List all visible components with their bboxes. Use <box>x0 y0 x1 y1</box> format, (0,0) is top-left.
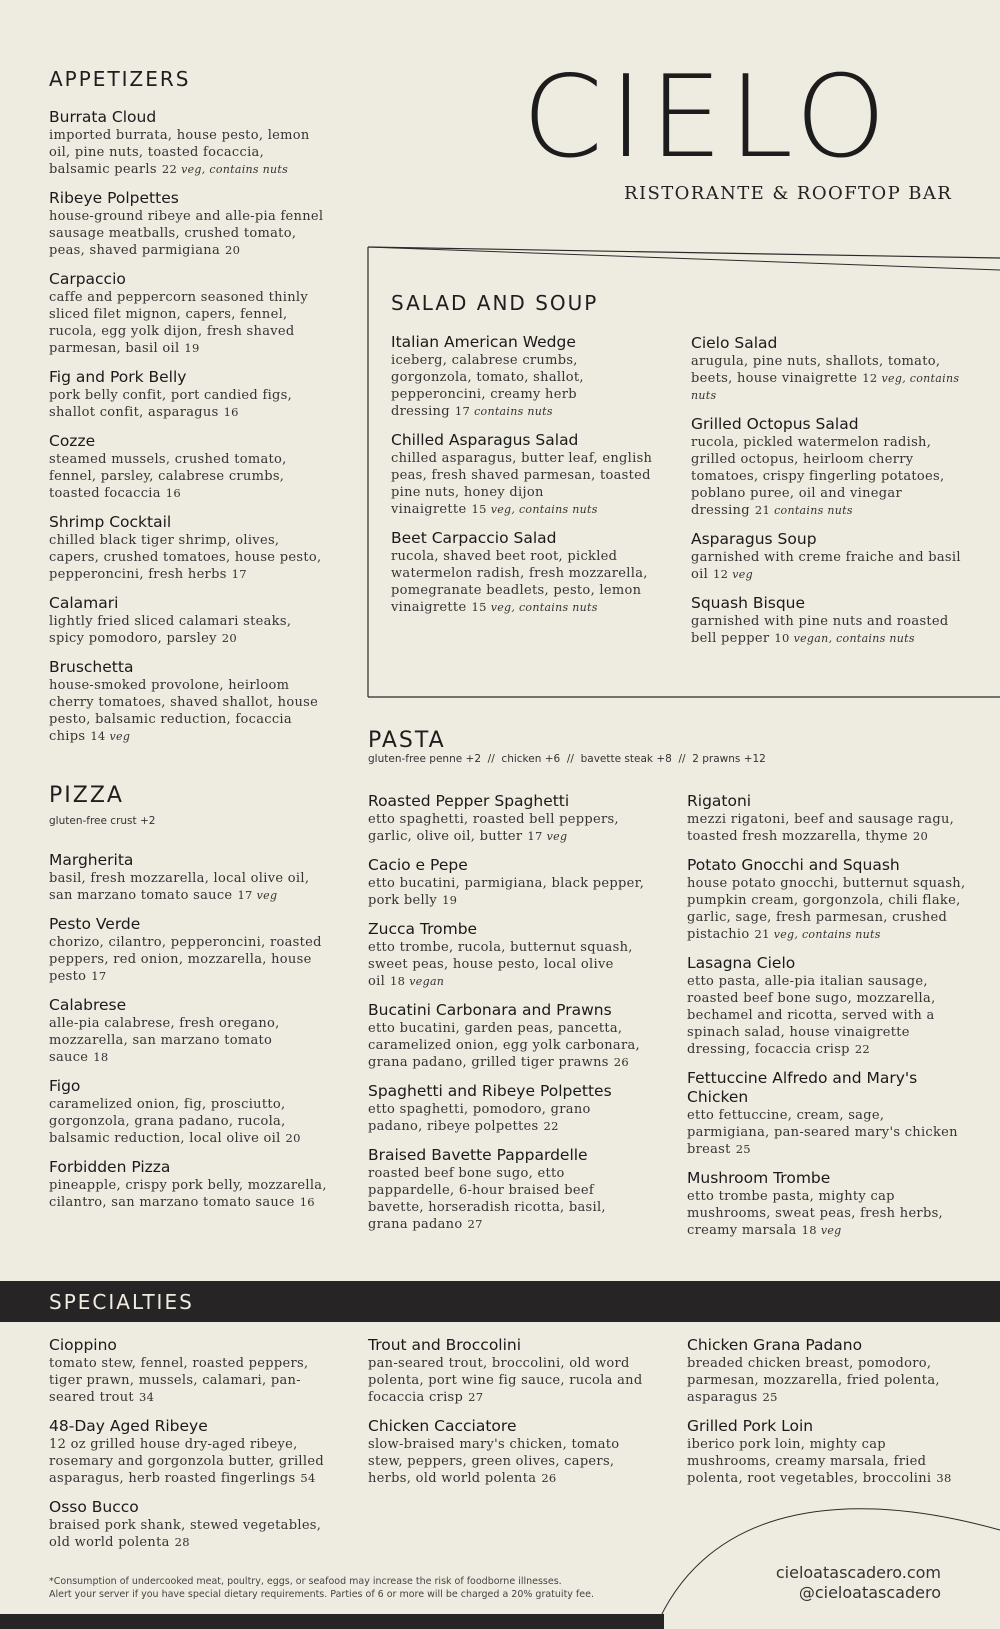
menu-item-tag: veg <box>256 889 278 902</box>
menu-item <box>49 432 329 502</box>
menu-item-tag: veg, contains nuts <box>773 928 881 941</box>
menu-item-desc <box>49 677 329 745</box>
menu-item-name: Chicken Cacciatore <box>368 1417 517 1435</box>
menu-item-price: 14 <box>90 729 106 743</box>
menu-item-desc <box>687 875 967 943</box>
menu-item-name: Roasted Pepper Spaghetti <box>368 792 570 810</box>
menu-item-desc <box>687 1355 962 1406</box>
menu-item-price: 15 <box>471 600 487 614</box>
menu-item-price: 16 <box>223 405 239 419</box>
menu-item-desc-text: etto trombe, rucola, butternut squash, sweet peas, house pesto, local olive oil <box>368 940 633 989</box>
menu-item-tag: veg, contains nuts <box>691 372 960 402</box>
menu-item-price: 17 <box>237 888 253 902</box>
menu-item-name: 48-Day Aged Ribeye <box>49 1417 208 1435</box>
menu-item-desc <box>687 1107 967 1158</box>
menu-item-desc-text: garnished with pine nuts and roasted bell pepper <box>691 614 949 646</box>
menu-item-name: Cioppino <box>49 1336 117 1354</box>
menu-item-desc-text: lightly fried sliced calamari steaks, spicy pomodoro, parsley <box>49 614 292 646</box>
menu-item-desc <box>49 1436 339 1487</box>
menu-item-price: 16 <box>299 1195 315 1209</box>
menu-item-desc <box>391 450 661 518</box>
menu-item-desc-text: slow-braised mary's chicken, tomato stew, peppers, green olives, capers, herbs, old world polenta <box>368 1437 620 1486</box>
pasta-left-list <box>368 792 648 1244</box>
menu-item <box>49 851 329 904</box>
menu-item <box>49 1158 329 1211</box>
menu-item-price: 20 <box>221 631 237 645</box>
menu-item-name: Figo <box>49 1077 81 1095</box>
salad-soup-left-list <box>391 333 661 627</box>
menu-item-price: 22 <box>161 162 178 176</box>
menu-item-name: Squash Bisque <box>691 594 806 612</box>
menu-item-desc-text: etto pasta, alle-pia italian sausage, roasted beef bone sugo, mozzarella, bechamel and ricotta, served with a spinach salad, house vinaigrette dressing, focaccia crisp <box>687 974 936 1057</box>
menu-item-name: Cielo Salad <box>691 334 778 352</box>
menu-item <box>368 856 648 909</box>
menu-item-desc-text: steamed mussels, crushed tomato, fennel, parsley, calabrese crumbs, toasted focaccia <box>49 452 287 501</box>
menu-item-desc <box>691 353 966 404</box>
menu-item-price: 18 <box>801 1223 817 1237</box>
menu-item-name: Burrata Cloud <box>49 108 157 126</box>
menu-item-desc-text: chorizo, cilantro, pepperoncini, roasted peppers, red onion, mozzarella, house pesto <box>49 935 322 984</box>
menu-item-desc <box>691 549 966 583</box>
menu-item-desc <box>368 1436 658 1487</box>
menu-item-desc-text: rucola, shaved beet root, pickled watermelon radish, fresh mozzarella, pomegranate beadlets, pesto, lemon vinaigrette <box>391 549 648 615</box>
menu-item <box>368 920 648 990</box>
menu-item-tag: vegan <box>409 975 445 988</box>
menu-item-tag: veg <box>109 730 131 743</box>
menu-item-desc <box>368 811 648 845</box>
menu-item-desc-text: caramelized onion, fig, prosciutto, gorgonzola, grana padano, rucola, balsamic reduction, local olive oil <box>49 1097 286 1146</box>
menu-item-name: Shrimp Cocktail <box>49 513 172 531</box>
menu-item <box>368 1417 658 1487</box>
menu-item-name: Italian American Wedge <box>391 333 576 351</box>
menu-item <box>49 189 329 259</box>
menu-item <box>687 1169 967 1239</box>
menu-item-price: 19 <box>442 893 458 907</box>
menu-item-price: 12 <box>862 371 878 385</box>
menu-item-tag: veg <box>732 568 753 581</box>
menu-item <box>49 1336 339 1406</box>
pizza-note: gluten-free crust +2 <box>49 815 156 827</box>
menu-item-desc <box>691 434 966 519</box>
menu-item-price: 15 <box>471 502 487 516</box>
menu-item-name: Pesto Verde <box>49 915 141 933</box>
menu-item-tag: veg, contains nuts <box>490 503 598 516</box>
specialties-col1 <box>49 1336 339 1562</box>
menu-item <box>687 1417 962 1487</box>
menu-item <box>49 270 329 357</box>
menu-item-name: Fettuccine Alfredo and Mary's Chicken <box>687 1069 918 1106</box>
menu-item-name: Carpaccio <box>49 270 126 288</box>
pasta-right-list <box>687 792 967 1250</box>
salad-soup-title: SALAD AND SOUP <box>391 291 599 315</box>
specialties-title: SPECIALTIES <box>49 1290 194 1314</box>
menu-item-desc-text: pork belly confit, port candied figs, shallot confit, asparagus <box>49 388 293 420</box>
menu-item <box>49 915 329 985</box>
menu-item <box>368 1001 648 1071</box>
menu-item <box>687 1069 967 1158</box>
menu-item <box>391 431 661 518</box>
menu-item-price: 20 <box>225 243 241 257</box>
menu-item-desc <box>687 1188 967 1239</box>
menu-item-name: Grilled Pork Loin <box>687 1417 814 1435</box>
specialties-col3 <box>687 1336 962 1498</box>
menu-item <box>368 1082 648 1135</box>
footer-contact <box>700 1563 941 1603</box>
menu-item-desc-text: pan-seared trout, broccolini, old word polenta, port wine fig sauce, rucola and focaccia crisp <box>368 1356 643 1405</box>
menu-item-desc-text: etto bucatini, garden peas, pancetta, caramelized onion, egg yolk carbonara, grana padano, grilled tiger prawns <box>368 1021 640 1070</box>
menu-item-desc-text: etto spaghetti, roasted bell peppers, garlic, olive oil, butter <box>368 812 619 844</box>
menu-item-price: 20 <box>285 1131 301 1145</box>
menu-item-name: Lasagna Cielo <box>687 954 796 972</box>
menu-item-name: Ribeye Polpettes <box>49 189 179 207</box>
menu-item-price: 18 <box>390 974 406 988</box>
menu-item-name: Bucatini Carbonara and Prawns <box>368 1001 612 1019</box>
menu-item-price: 20 <box>912 829 929 843</box>
menu-item-name: Forbidden Pizza <box>49 1158 171 1176</box>
menu-item <box>687 856 967 943</box>
menu-item <box>691 530 966 583</box>
menu-item-price: 22 <box>854 1042 871 1056</box>
menu-item-desc <box>368 1165 648 1233</box>
menu-item-desc-text: caffe and peppercorn seasoned thinly sliced filet mignon, capers, fennel, rucola, egg yolk dijon, fresh shaved parmesan, basil oil <box>49 290 309 356</box>
brand-logo: CIELO <box>522 51 893 184</box>
menu-item-desc <box>368 1355 658 1406</box>
menu-item <box>368 1146 648 1233</box>
pasta-note: gluten-free penne +2 // chicken +6 // bavette steak +8 // 2 prawns +12 <box>368 753 766 765</box>
menu-item-price: 25 <box>735 1142 751 1156</box>
menu-item <box>49 513 329 583</box>
menu-item-price: 21 <box>754 503 771 517</box>
menu-item-desc-text: roasted beef bone sugo, etto pappardelle, 6-hour braised beef bavette, horseradish ricotta, basil, grana padano <box>368 1166 606 1232</box>
specialties-col2 <box>368 1336 658 1498</box>
menu-item-desc-text: house-ground ribeye and alle-pia fennel sausage meatballs, crushed tomato, peas, shaved parmigiana <box>49 209 324 258</box>
menu-item-name: Rigatoni <box>687 792 752 810</box>
menu-item-desc <box>368 1020 648 1071</box>
menu-item-desc <box>49 934 329 985</box>
menu-item-name: Beet Carpaccio Salad <box>391 529 557 547</box>
menu-item-desc-text: breaded chicken breast, pomodoro, parmesan, mozzarella, fried polenta, asparagus <box>687 1356 940 1405</box>
menu-item-price: 34 <box>138 1390 155 1404</box>
menu-item-price: 54 <box>300 1471 316 1485</box>
menu-item <box>391 529 661 616</box>
menu-item-desc-text: iceberg, calabrese crumbs, gorgonzola, tomato, shallot, pepperoncini, creamy herb dressing <box>391 353 584 419</box>
menu-item <box>49 1417 339 1487</box>
menu-item <box>687 1336 962 1406</box>
menu-item-desc <box>368 939 648 990</box>
footer-disclaimer-line1: *Consumption of undercooked meat, poultry, eggs, or seafood may increase the risk of foodborne illnesses. <box>49 1576 562 1587</box>
menu-item-desc <box>391 352 661 420</box>
menu-item-desc-text: pineapple, crispy pork belly, mozzarella, cilantro, san marzano tomato sauce <box>49 1178 327 1210</box>
menu-item-name: Chilled Asparagus Salad <box>391 431 579 449</box>
menu-item-price: 26 <box>613 1055 629 1069</box>
menu-item-desc <box>49 532 329 583</box>
menu-item-name: Zucca Trombe <box>368 920 478 938</box>
menu-item-desc <box>687 1436 962 1487</box>
menu-item-desc-text: mezzi rigatoni, beef and sausage ragu, toasted fresh mozzarella, thyme <box>687 812 955 844</box>
menu-item-desc <box>49 451 329 502</box>
menu-item-desc-text: iberico pork loin, mighty cap mushrooms, creamy marsala, fried polenta, root vegetables, broccolini <box>687 1437 932 1486</box>
menu-item-name: Mushroom Trombe <box>687 1169 831 1187</box>
menu-item-price: 27 <box>468 1390 484 1404</box>
menu-item-desc-text: imported burrata, house pesto, lemon oil, pine nuts, toasted focaccia, balsamic pearls <box>49 128 310 177</box>
menu-item <box>691 334 966 404</box>
menu-item <box>49 368 329 421</box>
menu-item-desc-text: chilled asparagus, butter leaf, english peas, fresh shaved parmesan, toasted pine nuts, honey dijon vinaigrette <box>391 451 653 517</box>
menu-item-desc <box>49 1177 329 1211</box>
menu-item-tag: veg, contains nuts <box>181 163 289 176</box>
menu-item-desc-text: house-smoked provolone, heirloom cherry tomatoes, shaved shallot, house pesto, balsamic reduction, focaccia chips <box>49 678 319 744</box>
menu-item <box>368 792 648 845</box>
menu-item-tag: veg, contains nuts <box>490 601 598 614</box>
menu-item <box>49 1498 339 1551</box>
menu-item-desc <box>391 548 661 616</box>
menu-item-desc <box>691 613 966 647</box>
menu-item <box>368 1336 658 1406</box>
menu-item-name: Grilled Octopus Salad <box>691 415 859 433</box>
menu-item <box>687 792 967 845</box>
menu-item-name: Margherita <box>49 851 134 869</box>
specialties-band <box>0 1281 1000 1322</box>
menu-item <box>49 1077 329 1147</box>
menu-item-desc <box>49 870 329 904</box>
menu-item-price: 10 <box>774 631 790 645</box>
footer-disclaimer-line2: Alert your server if you have special dietary requirements. Parties of 6 or more will be charged a 20% gratuity fee. <box>49 1589 594 1600</box>
bottom-bar <box>0 1614 664 1629</box>
appetizers-list <box>49 108 329 756</box>
menu-item-price: 25 <box>762 1390 778 1404</box>
menu-item-desc <box>49 1015 329 1066</box>
menu-item <box>49 658 329 745</box>
menu-item-desc-text: etto fettuccine, cream, sage, parmigiana, pan-seared mary's chicken breast <box>687 1108 958 1157</box>
salad-box-top-line <box>368 247 1000 258</box>
menu-item-price: 16 <box>165 486 182 500</box>
social-handle[interactable]: @cieloatascadero <box>798 1583 941 1602</box>
menu-item-desc-text: 12 oz grilled house dry-aged ribeye, rosemary and gorgonzola butter, grilled asparagus, herb roasted fingerlings <box>49 1437 324 1486</box>
salad-soup-right-list <box>691 334 966 658</box>
pizza-list <box>49 851 329 1222</box>
menu-item-price: 38 <box>936 1471 952 1485</box>
menu-item-price: 19 <box>184 341 200 355</box>
footer-disclaimer <box>49 1575 649 1601</box>
menu-item-name: Fig and Pork Belly <box>49 368 187 386</box>
menu-item <box>49 996 329 1066</box>
menu-item-desc <box>49 289 329 357</box>
menu-item-desc <box>49 613 329 647</box>
menu-item-desc <box>49 387 329 421</box>
menu-item-desc-text: alle-pia calabrese, fresh oregano, mozzarella, san marzano tomato sauce <box>49 1016 280 1065</box>
menu-item-name: Calamari <box>49 594 119 612</box>
menu-item-price: 27 <box>467 1217 483 1231</box>
menu-item-price: 28 <box>174 1535 190 1549</box>
brand-tagline: RISTORANTE & ROOFTOP BAR <box>624 183 953 204</box>
menu-item-desc <box>49 127 329 178</box>
menu-item-desc <box>49 1096 329 1147</box>
menu-item-price: 17 <box>527 829 543 843</box>
menu-item-desc <box>687 973 967 1058</box>
menu-item-name: Asparagus Soup <box>691 530 817 548</box>
menu-item-desc <box>368 1101 648 1135</box>
menu-item-name: Bruschetta <box>49 658 134 676</box>
pasta-title: PASTA <box>368 728 446 753</box>
menu-item <box>687 954 967 1058</box>
menu-item-tag: veg <box>820 1224 842 1237</box>
pizza-title: PIZZA <box>49 783 124 808</box>
menu-item-desc-text: etto spaghetti, pomodoro, grano padano, ribeye polpettes <box>368 1102 591 1134</box>
menu-item-name: Trout and Broccolini <box>368 1336 522 1354</box>
menu-item-price: 22 <box>543 1119 559 1133</box>
menu-item-desc-text: arugula, pine nuts, shallots, tomato, beets, house vinaigrette <box>691 354 941 386</box>
menu-item-desc-text: chilled black tiger shrimp, olives, capers, crushed tomatoes, house pesto, pepperoncini, fresh herbs <box>49 533 322 582</box>
menu-item-desc <box>49 1355 339 1406</box>
menu-item-name: Chicken Grana Padano <box>687 1336 863 1354</box>
menu-item-desc <box>49 1517 339 1551</box>
menu-item <box>49 594 329 647</box>
menu-item-price: 17 <box>91 969 107 983</box>
menu-item-desc-text: basil, fresh mozzarella, local olive oil, san marzano tomato sauce <box>49 871 310 903</box>
menu-item-name: Potato Gnocchi and Squash <box>687 856 900 874</box>
menu-item-desc <box>49 208 329 259</box>
menu-item-tag: vegan, contains nuts <box>793 632 915 645</box>
menu-item-name: Osso Bucco <box>49 1498 139 1516</box>
salad-box-slant-line <box>368 247 1000 270</box>
menu-item <box>49 108 329 178</box>
menu-item-desc-text: rucola, pickled watermelon radish, grilled octopus, heirloom cherry tomatoes, crispy fingerling potatoes, poblano puree, oil and vinegar dressing <box>691 435 945 518</box>
appetizers-title: APPETIZERS <box>49 67 191 91</box>
menu-item-tag: contains nuts <box>474 405 553 418</box>
menu-item-price: 21 <box>754 927 770 941</box>
menu-item-price: 26 <box>541 1471 557 1485</box>
menu-item-name: Calabrese <box>49 996 127 1014</box>
menu-item-desc-text: tomato stew, fennel, roasted peppers, tiger prawn, mussels, calamari, pan-seared trout <box>49 1356 309 1405</box>
menu-item <box>691 415 966 519</box>
menu-item-tag: contains nuts <box>774 504 853 517</box>
menu-item <box>691 594 966 647</box>
menu-item-name: Cozze <box>49 432 96 450</box>
menu-item-desc-text: house potato gnocchi, butternut squash, pumpkin cream, gorgonzola, chili flake, garlic, sage, fresh parmesan, crushed pistachio <box>687 876 966 942</box>
menu-item-desc <box>368 875 648 909</box>
menu-item-price: 17 <box>231 567 247 581</box>
menu-item-desc-text: braised pork shank, stewed vegetables, old world polenta <box>49 1518 322 1550</box>
menu-item-price: 18 <box>93 1050 109 1064</box>
menu-item-name: Braised Bavette Pappardelle <box>368 1146 588 1164</box>
menu-item-price: 12 <box>713 567 729 581</box>
menu-item-price: 17 <box>454 404 471 418</box>
menu-item-name: Spaghetti and Ribeye Polpettes <box>368 1082 612 1100</box>
menu-item-name: Cacio e Pepe <box>368 856 468 874</box>
website-link[interactable]: cieloatascadero.com <box>775 1563 941 1582</box>
menu-item-desc-text: etto trombe pasta, mighty cap mushrooms, sweat peas, fresh herbs, creamy marsala <box>687 1189 943 1238</box>
menu-item-desc <box>687 811 967 845</box>
menu-item-desc-text: garnished with creme fraiche and basil oil <box>691 550 961 582</box>
menu-item-tag: veg <box>546 830 568 843</box>
menu-item <box>391 333 661 420</box>
menu-item-desc-text: etto bucatini, parmigiana, black pepper, pork belly <box>368 876 645 908</box>
